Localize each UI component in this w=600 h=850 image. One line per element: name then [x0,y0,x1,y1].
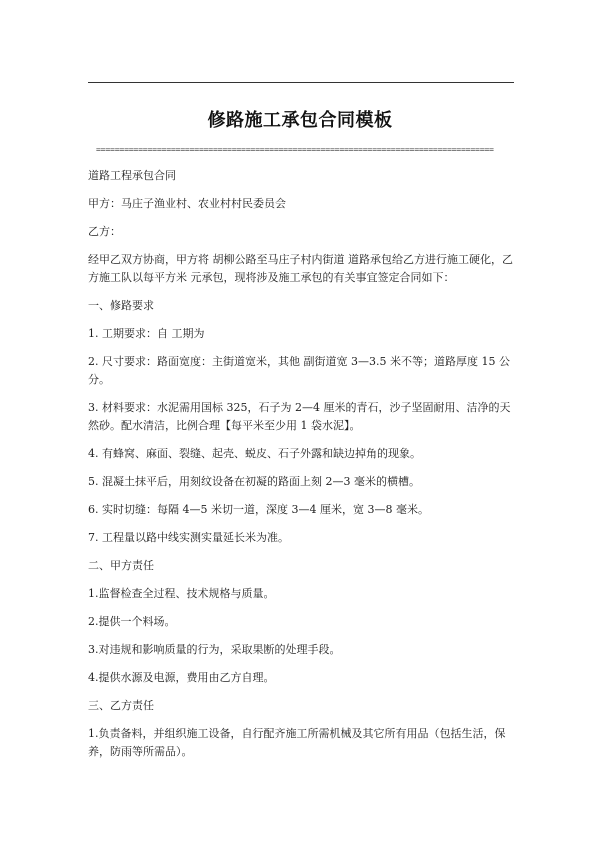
requirement-item: 1. 工期要求：自 工期为 [88,327,205,340]
header-rule [88,82,514,83]
section-heading-party-a: 二、甲方责任 [88,559,154,572]
section-heading-party-b: 三、乙方责任 [88,699,154,712]
party-a-duty: 3.对违规和影响质量的行为，采取果断的处理手段。 [88,643,341,656]
requirement-item: 5. 混凝土抹平后，用刻纹设备在初凝的路面上刻 2—3 毫米的横槽。 [88,475,420,488]
document-title: 修路施工承包合同模板 [207,110,393,131]
requirement-item: 6. 实时切缝：每隔 4—5 米切一道，深度 3—4 厘米，宽 3—8 毫米。 [88,503,429,516]
party-b: 乙方： [88,225,121,238]
party-a: 甲方：马庄子渔业村、农业村村民委员会 [88,197,286,210]
document-body [88,167,516,771]
requirement-item: 4. 有蜂窝、麻面、裂缝、起壳、蜕皮、石子外露和缺边掉角的现象。 [88,447,421,460]
party-a-duty: 2.提供一个料场。 [88,615,176,628]
section-heading-requirements: 一、修路要求 [88,299,154,312]
party-b-duty: 1.负责备料，并组织施工设备，自行配齐施工所需机械及其它所有用品（包括生活，保养，防雨等所需品）。 [88,727,506,758]
party-a-duty: 4.提供水源及电源，费用由乙方自理。 [88,671,275,684]
requirement-item: 7. 工程量以路中线实测实量延长米为准。 [88,531,289,544]
requirement-item: 2. 尺寸要求：路面宽度：主街道宽米，其他 副街道宽 3—3.5 米不等；道路厚度 15 公分。 [88,355,510,386]
party-a-duty: 1.监督检查全过程、技术规格与质量。 [88,587,275,600]
preamble-paragraph: 经甲乙双方协商，甲方将 胡柳公路至马庄子村内街道 道路承包给乙方进行施工硬化，乙方施工队以每平方米 元承包，现将涉及施工承包的有关事宜签定合同如下： [88,253,513,284]
requirement-item: 3. 材料要求：水泥需用国标 325，石子为 2—4 厘米的青石，沙子坚固耐用、洁净的天然砂。配水清洁，比例合理【每平米至少用 1 袋水泥】。 [88,401,511,432]
title-separator: ===================================================================================== [96,144,494,154]
contract-name: 道路工程承包合同 [88,169,176,182]
